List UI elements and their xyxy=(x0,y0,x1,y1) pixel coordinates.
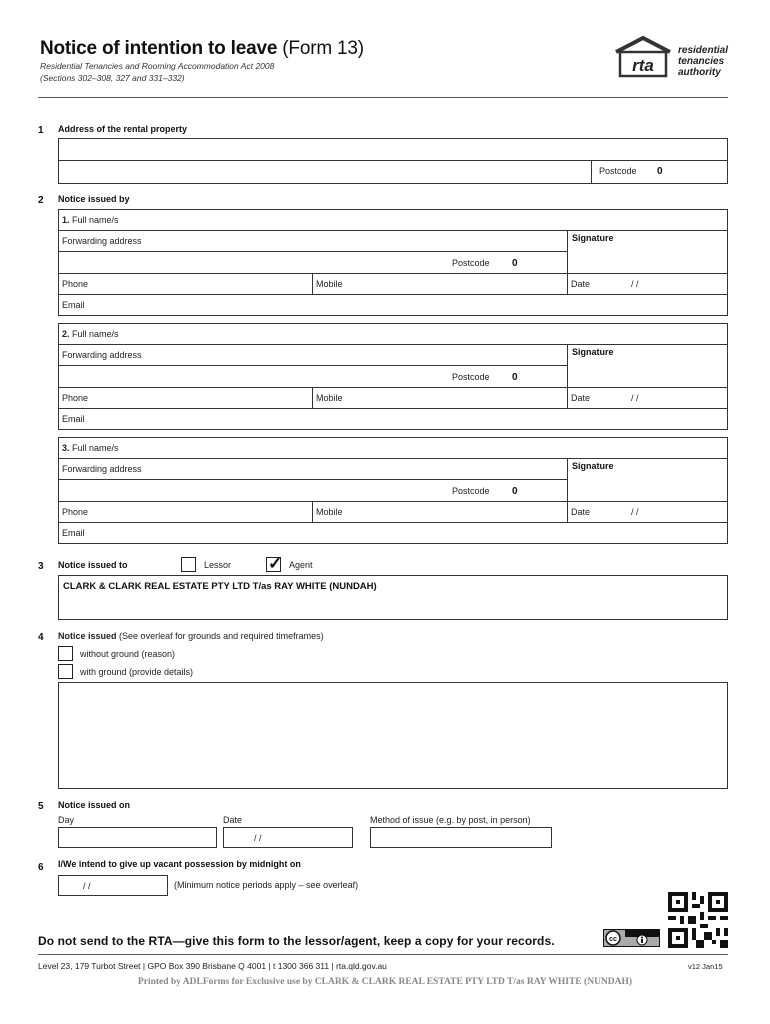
forwarding-address-label: Forwarding address xyxy=(62,464,142,474)
recipient-box[interactable] xyxy=(58,575,728,620)
address-line-divider xyxy=(59,160,727,161)
row-divider xyxy=(59,294,727,295)
with-ground-label: with ground (provide details) xyxy=(80,667,194,677)
date-label: Date xyxy=(571,393,591,403)
date-separators[interactable]: / / xyxy=(631,393,639,403)
postcode-label: Postcode xyxy=(452,486,490,496)
rta-contact-details: Level 23, 179 Turbot Street | GPO Box 390 Brisbane Q 4001 | t 1300 366 311 | rta.qld.gov.au xyxy=(38,961,387,971)
phone-label: Phone xyxy=(62,393,89,403)
signature-label: Signature xyxy=(572,233,614,243)
section-4-note: (See overleaf for grounds and required timeframes) xyxy=(119,631,324,641)
row-divider xyxy=(59,501,727,502)
form-version: v12 Jan15 xyxy=(688,962,723,971)
legislation-reference xyxy=(40,60,274,84)
printed-by-notice: Printed by ADLForms for Exclusive use by CLARK & CLARK REAL ESTATE PTY LTD T/as RAY WHITE (NUNDAH) xyxy=(137,977,633,987)
forwarding-address-label: Forwarding address xyxy=(62,236,142,246)
issued-date-field[interactable] xyxy=(223,827,353,848)
email-label: Email xyxy=(62,528,85,538)
person-number: 3. xyxy=(62,443,70,453)
phone-label: Phone xyxy=(62,507,89,517)
agent-checkbox[interactable] xyxy=(266,557,281,572)
date-separators[interactable]: / / xyxy=(631,507,639,517)
section-1-number: 1 xyxy=(38,125,44,136)
ground-details-box[interactable] xyxy=(58,682,728,789)
mobile-label: Mobile xyxy=(316,393,343,403)
email-label: Email xyxy=(62,414,85,424)
full-name-label: Full name/s xyxy=(72,215,119,225)
form-number: (Form 13) xyxy=(282,38,364,59)
svg-text:cc: cc xyxy=(609,936,617,943)
postcode-label: Postcode xyxy=(452,372,490,382)
return-instruction: Do not send to the RTA—give this form to the lessor/agent, keep a copy for your records. xyxy=(38,934,555,948)
section-4-heading xyxy=(58,631,324,641)
person-number: 2. xyxy=(62,329,70,339)
row-divider xyxy=(59,230,727,231)
row-divider xyxy=(59,251,567,252)
section-2-number: 2 xyxy=(38,195,44,206)
section-1-label: Address of the rental property xyxy=(58,124,188,134)
section-4-number: 4 xyxy=(38,632,44,643)
without-ground-checkbox[interactable] xyxy=(58,646,73,661)
postcode-label: Postcode xyxy=(599,166,637,176)
row-divider xyxy=(59,365,567,366)
mobile-label: Mobile xyxy=(316,507,343,517)
date-separators: / / xyxy=(83,881,91,891)
form-title xyxy=(40,38,364,60)
signature-label: Signature xyxy=(572,461,614,471)
logo-word: tenancies xyxy=(678,56,725,67)
day-label: Day xyxy=(58,815,75,825)
date-label: Date xyxy=(571,279,591,289)
section-3-label: Notice issued to xyxy=(58,560,128,570)
creative-commons-badge xyxy=(603,929,660,947)
section-5-number: 5 xyxy=(38,801,44,812)
postcode-value[interactable]: 0 xyxy=(657,166,663,177)
full-name-label: Full name/s xyxy=(72,443,119,453)
lessor-label: Lessor xyxy=(204,560,232,570)
postcode-label: Postcode xyxy=(452,258,490,268)
issued-date-label: Date xyxy=(223,815,243,825)
qr-code xyxy=(668,892,728,948)
logo-wordmark xyxy=(678,45,728,78)
full-name-label: Full name/s xyxy=(72,329,119,339)
row-divider xyxy=(59,273,727,274)
row-divider xyxy=(59,458,727,459)
date-separators[interactable]: / / xyxy=(631,279,639,289)
day-field[interactable] xyxy=(58,827,217,848)
postcode-value[interactable]: 0 xyxy=(512,486,518,497)
mobile-label: Mobile xyxy=(316,279,343,289)
postcode-value[interactable]: 0 xyxy=(512,372,518,383)
postcode-divider xyxy=(591,160,592,184)
section-2-label: Notice issued by xyxy=(58,194,130,204)
signature-divider xyxy=(567,458,568,522)
row-divider xyxy=(59,387,727,388)
act-name: Residential Tenancies and Rooming Accommodation Act 2008 xyxy=(40,61,275,71)
recipient-name[interactable]: CLARK & CLARK REAL ESTATE PTY LTD T/as RAY WHITE (NUNDAH) xyxy=(63,581,377,592)
method-label: Method of issue (e.g. by post, in person) xyxy=(370,815,531,825)
section-5-label: Notice issued on xyxy=(58,800,131,810)
property-address-box[interactable] xyxy=(58,138,728,184)
without-ground-label: without ground (reason) xyxy=(80,649,176,659)
row-divider xyxy=(59,344,727,345)
phone-mobile-divider xyxy=(312,501,313,522)
date-label: Date xyxy=(571,507,591,517)
postcode-value[interactable]: 0 xyxy=(512,258,518,269)
logo-word: residential xyxy=(678,45,729,56)
forwarding-address-label: Forwarding address xyxy=(62,350,142,360)
logo-mark: rta xyxy=(632,56,654,75)
vacate-date-field[interactable] xyxy=(58,875,168,896)
email-label: Email xyxy=(62,300,85,310)
person-block-3 xyxy=(58,437,728,544)
full-name-field[interactable] xyxy=(62,329,119,339)
section-3-number: 3 xyxy=(38,561,44,572)
signature-divider xyxy=(567,230,568,294)
full-name-field[interactable] xyxy=(62,215,119,225)
signature-divider xyxy=(567,344,568,408)
person-block-2 xyxy=(58,323,728,430)
phone-mobile-divider xyxy=(312,387,313,408)
row-divider xyxy=(59,522,727,523)
lessor-checkbox[interactable] xyxy=(181,557,196,572)
act-sections: (Sections 302–308, 327 and 331–332) xyxy=(40,73,185,83)
full-name-field[interactable] xyxy=(62,443,119,453)
notice-period-note: (Minimum notice periods apply – see overleaf) xyxy=(174,880,359,890)
row-divider xyxy=(59,408,727,409)
footer-divider xyxy=(38,954,728,955)
section-4-label: Notice issued xyxy=(58,631,117,641)
phone-label: Phone xyxy=(62,279,89,289)
section-6-label: I/We intend to give up vacant possession by midnight on xyxy=(58,859,301,869)
header-divider xyxy=(38,97,728,98)
date-separators: / / xyxy=(254,833,262,843)
agent-label: Agent xyxy=(289,560,313,570)
method-field[interactable] xyxy=(370,827,552,848)
form-title-text: Notice of intention to leave xyxy=(40,38,278,59)
with-ground-checkbox[interactable] xyxy=(58,664,73,679)
row-divider xyxy=(59,479,567,480)
section-6-number: 6 xyxy=(38,862,44,873)
phone-mobile-divider xyxy=(312,273,313,294)
rta-logo xyxy=(610,34,676,82)
person-block-1 xyxy=(58,209,728,316)
logo-word: authority xyxy=(678,67,721,78)
signature-label: Signature xyxy=(572,347,614,357)
person-number: 1. xyxy=(62,215,70,225)
